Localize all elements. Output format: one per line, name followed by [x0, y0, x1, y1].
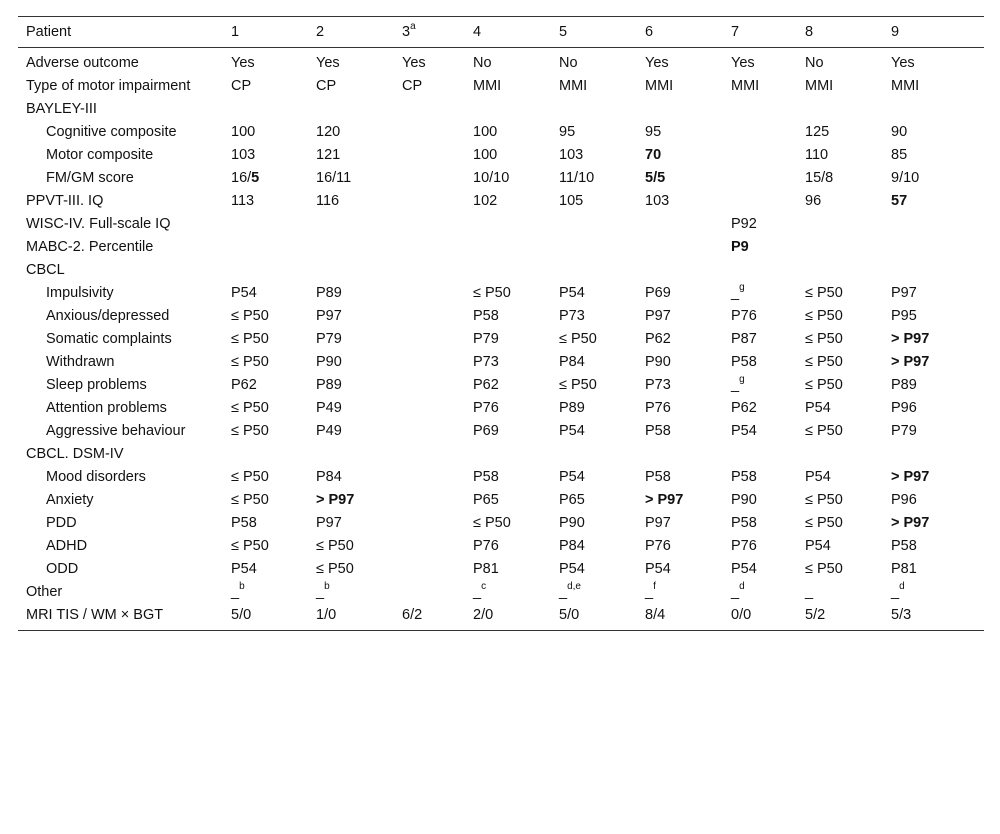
row-label: Type of motor impairment: [26, 78, 191, 94]
table-row: [18, 121, 984, 144]
table-cell: ≤ P50: [231, 538, 269, 554]
table-cell: P58: [731, 354, 757, 370]
table-cell: P73: [473, 354, 499, 370]
row-label: WISC-IV. Full-scale IQ: [26, 216, 171, 232]
table-cell: 103: [559, 147, 584, 163]
table-cell: P81: [473, 561, 499, 577]
table-cell: ≤ P50: [805, 423, 843, 439]
table-cell: P79: [316, 331, 342, 347]
table-cell: P89: [891, 377, 917, 393]
table-cell: P58: [731, 515, 757, 531]
table-cell: 95: [559, 124, 576, 140]
table-section-row: [18, 259, 984, 282]
table-cell: [394, 420, 465, 443]
table-cell: ≤ P50: [805, 308, 843, 324]
table-cell: P54: [645, 561, 671, 577]
table-cell: ≤ P50: [805, 285, 843, 301]
table-cell-highlight: > P97: [645, 492, 684, 508]
table-header-row: [18, 17, 984, 48]
table-cell: 103: [231, 147, 256, 163]
table-cell: ≤ P50: [231, 400, 269, 416]
table-cell: _$^d$: [731, 581, 745, 600]
table-cell: P62: [231, 377, 257, 393]
table-cell-highlight: > P97: [891, 469, 930, 485]
table-cell: P89: [316, 285, 342, 301]
table-section-row: [18, 98, 984, 121]
table-cell: _$^b$: [231, 581, 245, 600]
table-cell: P92: [731, 216, 757, 232]
table-row: [18, 466, 984, 489]
table-cell: P84: [559, 538, 585, 554]
table-row: [18, 144, 984, 167]
table-cell: [394, 167, 465, 190]
table-cell: 16/5: [231, 170, 260, 186]
table-cell: 90: [891, 124, 908, 140]
row-label: Other: [26, 584, 63, 600]
table-cell: P58: [645, 423, 671, 439]
table-cell: P62: [473, 377, 499, 393]
table-cell: ≤ P50: [559, 377, 597, 393]
table-cell: P54: [559, 285, 585, 301]
table-cell: P65: [559, 492, 585, 508]
table-cell: MMI: [473, 78, 502, 94]
table-cell: P58: [473, 308, 499, 324]
table-cell: ≤ P50: [231, 492, 269, 508]
table-cell: P54: [559, 423, 585, 439]
table-cell: ≤ P50: [231, 331, 269, 347]
table-cell: P97: [891, 285, 917, 301]
table-cell: _$^g$: [731, 374, 745, 393]
section-label: CBCL. DSM-IV: [26, 446, 124, 462]
table-cell: [394, 489, 465, 512]
table-section-row: [18, 443, 984, 466]
table-cell: P62: [731, 400, 757, 416]
table-cell: _$^{d,e}$: [559, 581, 581, 600]
table-cell: ≤ P50: [805, 377, 843, 393]
row-label: ODD: [46, 561, 79, 577]
table-cell: P76: [731, 538, 757, 554]
table-cell: CP: [402, 78, 423, 94]
table-cell: 96: [805, 193, 822, 209]
section-label: CBCL: [26, 262, 65, 278]
table-cell: ≤ P50: [805, 492, 843, 508]
table-row: [18, 328, 984, 351]
table-cell: No: [805, 55, 824, 71]
table-cell: [394, 190, 465, 213]
footnote-marker: a: [410, 21, 416, 33]
table-cell: ≤ P50: [805, 561, 843, 577]
table-cell: [723, 121, 797, 144]
table-cell: [394, 397, 465, 420]
header-patient: Patient: [26, 24, 72, 40]
table-cell: [394, 558, 465, 581]
table-row: [18, 236, 984, 259]
table-cell: 15/8: [805, 170, 834, 186]
table-cell: MMI: [805, 78, 834, 94]
table-cell: ≤ P50: [231, 469, 269, 485]
table-row: [18, 535, 984, 558]
table-cell: ≤ P50: [805, 354, 843, 370]
row-label: PPVT-III. IQ: [26, 193, 104, 209]
table-cell: 102: [473, 193, 498, 209]
header-patient-5: 5: [559, 24, 568, 40]
table-row: [18, 167, 984, 190]
table-cell: MMI: [645, 78, 674, 94]
patient-outcomes-table: [18, 16, 984, 631]
table-cell: 1/0: [316, 607, 337, 623]
table-cell: ≤ P50: [316, 561, 354, 577]
table-cell: 100: [473, 124, 498, 140]
table-cell: [723, 167, 797, 190]
table-cell: Yes: [645, 55, 669, 71]
table-cell: P76: [473, 538, 499, 554]
table-cell: _: [805, 584, 814, 600]
table-cell: P76: [731, 308, 757, 324]
table-cell: ≤ P50: [473, 515, 511, 531]
table-cell: [394, 374, 465, 397]
table-cell: [394, 512, 465, 535]
row-label: ADHD: [46, 538, 88, 554]
table-cell: P90: [559, 515, 585, 531]
table-cell: P58: [473, 469, 499, 485]
table-cell: 95: [645, 124, 662, 140]
table-cell: 100: [473, 147, 498, 163]
table-cell: 9/10: [891, 170, 920, 186]
table-cell: _$^b$: [316, 581, 330, 600]
row-label: Mood disorders: [46, 469, 146, 485]
table-cell: P90: [645, 354, 671, 370]
table-cell: ≤ P50: [805, 515, 843, 531]
table-row: [18, 190, 984, 213]
table-cell: P69: [473, 423, 499, 439]
table-cell: P97: [645, 515, 671, 531]
table-cell: P54: [231, 561, 257, 577]
table-cell: ≤ P50: [473, 285, 511, 301]
table-cell: Yes: [231, 55, 255, 71]
table-cell: [394, 305, 465, 328]
table-cell: P76: [645, 538, 671, 554]
table-row: [18, 512, 984, 535]
header-patient-1: 1: [231, 24, 240, 40]
table-cell: P89: [316, 377, 342, 393]
table-cell: 103: [645, 193, 670, 209]
table-cell: Yes: [731, 55, 755, 71]
table-cell: P87: [731, 331, 757, 347]
table-cell: P76: [473, 400, 499, 416]
row-label: Withdrawn: [46, 354, 115, 370]
row-label: MRI TIS / WM × BGT: [26, 607, 164, 623]
table-cell: ≤ P50: [316, 538, 354, 554]
table-cell: P90: [731, 492, 757, 508]
table-cell: P73: [645, 377, 671, 393]
table-cell: MMI: [559, 78, 588, 94]
table-cell: 116: [316, 193, 340, 209]
table-cell: 11/10: [559, 170, 595, 186]
table-cell: P54: [731, 423, 757, 439]
table-row: [18, 558, 984, 581]
table-cell: [394, 328, 465, 351]
table-cell: P95: [891, 308, 917, 324]
table-cell: ≤ P50: [559, 331, 597, 347]
table-cell: P73: [559, 308, 585, 324]
table-cell: ≤ P50: [231, 423, 269, 439]
row-label: PDD: [46, 515, 77, 531]
table-cell-highlight: 5/5: [645, 170, 666, 186]
table-row: [18, 351, 984, 374]
table-cell: P49: [316, 400, 342, 416]
table-row: [18, 48, 984, 75]
row-label: Impulsivity: [46, 285, 114, 301]
table-cell: _$^d$: [891, 581, 905, 600]
table-cell: P96: [891, 400, 917, 416]
table-cell: _$^g$: [731, 282, 745, 301]
table-cell: ≤ P50: [231, 308, 269, 324]
table-cell: 125: [805, 124, 830, 140]
table-cell: [723, 190, 797, 213]
table-cell: [394, 121, 465, 144]
table-cell: 110: [805, 147, 829, 163]
table-cell: Yes: [891, 55, 915, 71]
table-cell: [394, 581, 465, 604]
table-cell: P49: [316, 423, 342, 439]
table-cell: P69: [645, 285, 671, 301]
row-label: Aggressive behaviour: [46, 423, 186, 439]
header-patient-3-label: 3: [402, 24, 411, 40]
table-row: [18, 581, 984, 604]
table-cell: 8/4: [645, 607, 666, 623]
table-cell: _$^f$: [645, 581, 656, 600]
table-cell: P58: [731, 469, 757, 485]
table-cell: P54: [805, 400, 831, 416]
row-label: Somatic complaints: [46, 331, 172, 347]
table-cell: P97: [316, 308, 342, 324]
table-cell-highlight: 70: [645, 147, 662, 163]
table-row: [18, 397, 984, 420]
header-patient-2: 2: [316, 24, 325, 40]
table-cell: 16/11: [316, 170, 352, 186]
row-label: Cognitive composite: [46, 124, 177, 140]
table-cell: P54: [559, 561, 585, 577]
table-cell: 5/0: [559, 607, 580, 623]
table-cell-highlight: > P97: [891, 331, 930, 347]
table-cell: 120: [316, 124, 341, 140]
table-row: [18, 213, 984, 236]
table-cell: CP: [231, 78, 252, 94]
table-cell: [394, 282, 465, 305]
table-cell-highlight: > P97: [316, 492, 355, 508]
table-cell: P76: [645, 400, 671, 416]
table-cell: ≤ P50: [231, 354, 269, 370]
table-cell: 0/0: [731, 607, 752, 623]
header-patient-9: 9: [891, 24, 900, 40]
table-cell: 100: [231, 124, 256, 140]
table-cell: P97: [316, 515, 342, 531]
row-label: MABC-2. Percentile: [26, 239, 154, 255]
table-cell: P97: [645, 308, 671, 324]
table-cell: 105: [559, 193, 584, 209]
table-cell: 2/0: [473, 607, 494, 623]
table-cell: P79: [891, 423, 917, 439]
row-label: Adverse outcome: [26, 55, 139, 71]
table-cell: P81: [891, 561, 917, 577]
table-cell: [394, 535, 465, 558]
table-cell: 85: [891, 147, 908, 163]
table-row: [18, 489, 984, 512]
table-cell: P84: [559, 354, 585, 370]
table-cell: P58: [645, 469, 671, 485]
table-cell: P54: [805, 469, 831, 485]
table-cell: P89: [559, 400, 585, 416]
table-cell: 5/0: [231, 607, 252, 623]
table-cell: MMI: [731, 78, 760, 94]
table-cell: _$^c$: [473, 581, 487, 600]
table-cell: ≤ P50: [805, 331, 843, 347]
table-cell: CP: [316, 78, 337, 94]
table-cell: P62: [645, 331, 671, 347]
header-patient-7: 7: [731, 24, 740, 40]
table-row: [18, 604, 984, 631]
table-cell: [394, 144, 465, 167]
row-label: Attention problems: [46, 400, 167, 416]
table-row: [18, 420, 984, 443]
header-patient-3: [394, 17, 465, 48]
table-cell: [723, 144, 797, 167]
table-cell: 6/2: [402, 607, 423, 623]
table-cell: No: [559, 55, 578, 71]
table-row: [18, 305, 984, 328]
row-label: Sleep problems: [46, 377, 147, 393]
table-cell: 10/10: [473, 170, 510, 186]
table-cell-highlight: P9: [731, 239, 749, 255]
table-row: [18, 282, 984, 305]
table-cell: [394, 466, 465, 489]
table-cell: P96: [891, 492, 917, 508]
table-cell: P58: [891, 538, 917, 554]
row-label: FM/GM score: [46, 170, 134, 186]
table-cell: P84: [316, 469, 342, 485]
table-cell: 121: [316, 147, 341, 163]
table-row: [18, 75, 984, 98]
table-cell: 5/3: [891, 607, 912, 623]
table-cell: P58: [231, 515, 257, 531]
row-label: Anxiety: [46, 492, 94, 508]
table-cell: Yes: [402, 55, 426, 71]
table-cell: P54: [731, 561, 757, 577]
table-cell: P54: [559, 469, 585, 485]
table-cell: 113: [231, 193, 255, 209]
header-patient-4: 4: [473, 24, 482, 40]
header-patient-8: 8: [805, 24, 814, 40]
table-cell: No: [473, 55, 492, 71]
table-cell-highlight: > P97: [891, 354, 930, 370]
table-cell: [394, 351, 465, 374]
row-label: Motor composite: [46, 147, 154, 163]
table-cell: P90: [316, 354, 342, 370]
table-cell: P54: [805, 538, 831, 554]
row-label: Anxious/depressed: [46, 308, 170, 324]
table-cell: Yes: [316, 55, 340, 71]
table-row: [18, 374, 984, 397]
table-cell-highlight: > P97: [891, 515, 930, 531]
table-cell: MMI: [891, 78, 920, 94]
table-cell: P54: [231, 285, 257, 301]
table-cell: 5/2: [805, 607, 826, 623]
section-label: BAYLEY-III: [26, 101, 97, 117]
table-cell: P65: [473, 492, 499, 508]
table-cell: P79: [473, 331, 499, 347]
table-cell-highlight: 57: [891, 193, 908, 209]
header-patient-6: 6: [645, 24, 654, 40]
